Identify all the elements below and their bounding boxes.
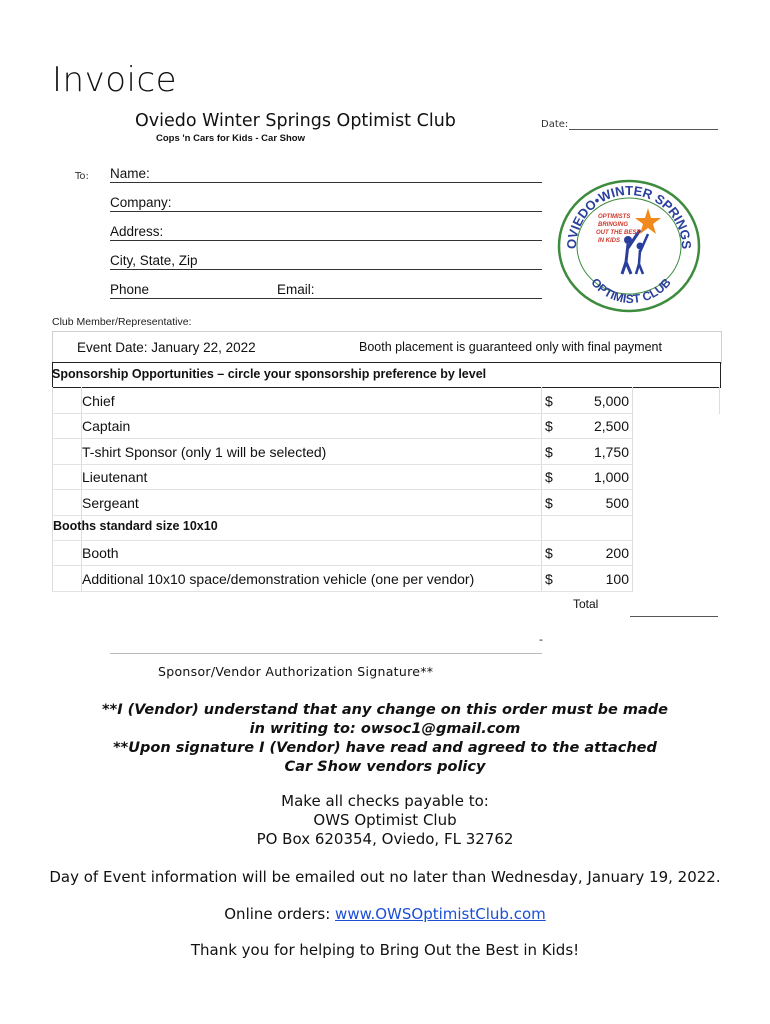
payment-line-3: PO Box 620354, Oviedo, FL 32762 xyxy=(256,830,514,848)
table-border xyxy=(719,387,720,414)
invoice-title: Invoice xyxy=(52,60,178,100)
company-field[interactable] xyxy=(110,193,542,212)
notice-line-2: in writing to: owsoc1@gmail.com xyxy=(249,721,521,737)
payment-line-2: OWS Optimist Club xyxy=(313,811,457,829)
company-label: Company: xyxy=(110,195,172,210)
sponsorship-heading: Sponsorship Opportunities – circle your sponsorship preference by level xyxy=(52,367,487,381)
logo-top-text: OVIEDO•WINTER SPRINGS xyxy=(563,182,695,250)
date-label: Date: xyxy=(541,119,569,130)
payment-line-1: Make all checks payable to: xyxy=(281,792,489,810)
currency-symbol: $ xyxy=(545,571,553,587)
address-field[interactable] xyxy=(110,222,542,241)
sponsorship-item-amount: 1,750 xyxy=(593,444,629,460)
date-field[interactable] xyxy=(569,129,718,130)
sponsorship-item-amount: 5,000 xyxy=(593,393,629,409)
notice-line-3: **Upon signature I (Vendor) have read and agreed to the attached xyxy=(113,740,657,756)
total-field[interactable] xyxy=(630,616,718,617)
sponsorship-item-label: Chief xyxy=(82,393,115,409)
currency-symbol: $ xyxy=(545,418,553,434)
logo-inner-line-3: OUT THE BEST xyxy=(596,230,641,236)
event-date: Event Date: January 22, 2022 xyxy=(77,340,256,355)
thank-you: Thank you for helping to Bring Out the Best in Kids! xyxy=(190,941,580,959)
email-label: Email: xyxy=(277,282,315,297)
booths-heading: Booths standard size 10x10 xyxy=(53,519,218,533)
logo-inner-line-2: BRINGING xyxy=(598,222,628,228)
logo-bottom-text: OPTIMIST CLUB xyxy=(588,275,674,307)
booth-item-label: Booth xyxy=(82,545,119,561)
sponsorship-item-label: Lieutenant xyxy=(82,469,148,485)
signature-field[interactable] xyxy=(110,653,542,654)
website-link[interactable]: www.OWSOptimistClub.com xyxy=(335,905,546,923)
notice-line-4: Car Show vendors policy xyxy=(284,759,486,775)
club-member-label: Club Member/Representative: xyxy=(52,316,192,328)
to-label: To: xyxy=(75,171,89,182)
city-state-zip-label: City, State, Zip xyxy=(110,253,198,268)
booth-guarantee-note: Booth placement is guaranteed only with final payment xyxy=(359,340,662,354)
booth-item-label: Additional 10x10 space/demonstration vehicle (one per vendor) xyxy=(82,571,475,587)
address-label: Address: xyxy=(110,224,164,239)
club-name: Oviedo Winter Springs Optimist Club xyxy=(135,111,456,131)
online-orders xyxy=(0,905,770,923)
notice-line-1: **I (Vendor) understand that any change on this order must be made xyxy=(102,702,668,718)
currency-symbol: $ xyxy=(545,444,553,460)
booth-item-amount: 200 xyxy=(605,545,629,561)
sponsorship-item-amount: 2,500 xyxy=(593,418,629,434)
signature-label: Sponsor/Vendor Authorization Signature** xyxy=(158,664,434,679)
signature-dash: - xyxy=(539,633,543,646)
booths-heading-row xyxy=(52,515,632,541)
logo-inner-line-1: OPTIMISTS xyxy=(598,214,631,220)
name-label: Name: xyxy=(110,166,150,181)
currency-symbol: $ xyxy=(545,393,553,409)
phone-email-field[interactable] xyxy=(110,280,542,299)
logo-inner-line-4: IN KIDS xyxy=(598,238,621,244)
booth-item-amount: 100 xyxy=(605,571,629,587)
currency-symbol: $ xyxy=(545,545,553,561)
sponsorship-item-label: Captain xyxy=(82,418,131,434)
optimist-club-logo xyxy=(556,178,702,314)
sponsorship-item-amount: 1,000 xyxy=(593,469,629,485)
name-field[interactable] xyxy=(110,164,542,183)
city-state-zip-field[interactable] xyxy=(110,251,542,270)
phone-label: Phone xyxy=(110,282,150,297)
event-subtitle: Cops 'n Cars for Kids - Car Show xyxy=(156,133,305,144)
sponsorship-item-label: Sergeant xyxy=(82,495,139,511)
sponsorship-item-amount: 500 xyxy=(605,495,629,511)
total-label: Total xyxy=(573,597,599,611)
event-info: Day of Event information will be emailed out no later than Wednesday, January 19, 2022. xyxy=(49,868,721,886)
online-orders-prefix: Online orders: xyxy=(224,905,336,923)
table-border xyxy=(632,387,633,592)
currency-symbol: $ xyxy=(545,495,553,511)
sponsorship-item-label: T-shirt Sponsor (only 1 will be selected) xyxy=(82,444,327,460)
currency-symbol: $ xyxy=(545,469,553,485)
